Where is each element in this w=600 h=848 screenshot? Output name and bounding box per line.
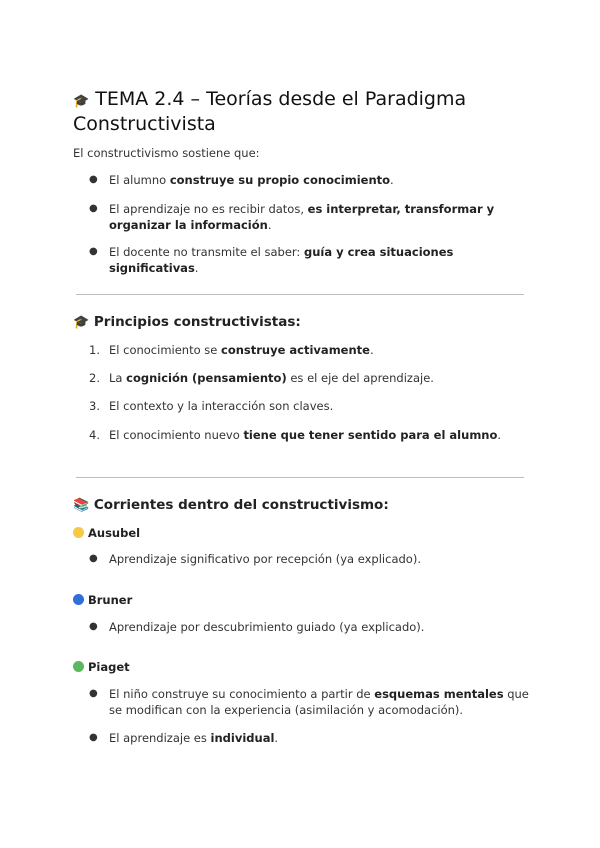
list-item-text: El alumno [109,173,170,187]
principles-heading-text: Principios constructivistas: [93,314,301,330]
books-icon: 📚 [73,498,90,513]
list-item-text: El niño construye su conocimiento a partir de [109,687,375,701]
list-item-text: El docente no transmite el saber: [109,245,304,259]
list-item-bold: individual [210,731,275,745]
list-item-text: El aprendizaje es [109,731,211,745]
list-number: 2. [89,371,100,385]
ausubel-heading [73,525,140,541]
currents-heading-text: Corrientes dentro del constructivismo: [93,497,389,513]
intro-paragraph: El constructivismo sostiene que: [73,146,260,160]
bullet-icon: ● [89,688,98,699]
list-item-bold: cognición (pensamiento) [126,371,287,385]
currents-heading [73,496,389,515]
list-item [89,172,529,188]
list-item-text: . [267,218,272,232]
list-item-text: . [369,343,374,357]
list-item-text: El conocimiento nuevo [109,428,244,442]
bullet-icon: ● [89,621,98,632]
page-title [73,88,543,136]
list-item-text: que se modifican con la experiencia (asimilación y acomodación). [109,687,529,717]
bruner-name: Bruner [88,593,133,607]
list-item [89,201,529,233]
list-item [89,427,529,443]
list-item-text: Aprendizaje por descubrimiento guiado (ya explicado). [109,620,425,634]
list-item [89,370,529,386]
list-item [89,730,529,746]
list-item [89,686,529,718]
page-title-text: TEMA 2.4 – Teorías desde el Paradigma Constructivista [73,88,467,135]
list-item [89,244,529,276]
list-item-text: El aprendizaje no es recibir datos, [109,202,308,216]
list-item-bold: tiene que tener sentido para el alumno [243,428,498,442]
graduation-cap-icon: 🎓 [73,315,90,330]
bullet-icon: ● [89,203,98,214]
list-item-bold: construye activamente [221,343,370,357]
green-circle-icon [73,661,84,672]
blue-circle-icon [73,594,84,605]
bullet-icon: ● [89,553,98,564]
yellow-circle-icon [73,527,84,538]
bruner-heading [73,592,132,608]
list-item-bold: guía y crea situaciones significativas [109,245,454,275]
list-item-text: El contexto y la interacción son claves. [109,399,334,413]
bullet-icon: ● [89,246,98,257]
list-item [89,342,529,358]
list-item-text: . [390,173,394,187]
list-item-text: La [109,371,127,385]
principles-heading [73,313,301,332]
divider [76,477,524,478]
piaget-heading [73,659,130,675]
list-number: 1. [89,343,100,357]
ausubel-name: Ausubel [88,526,141,540]
list-item-text: es el eje del aprendizaje. [286,371,434,385]
list-item [89,398,529,414]
piaget-name: Piaget [88,660,130,674]
list-item-bold: es interpretar, transformar y organizar la información [109,202,495,232]
bullet-icon: ● [89,174,98,185]
graduation-cap-icon: 🎓 [73,94,90,109]
list-number: 3. [89,399,100,413]
list-item-bold: construye su propio conocimiento [169,173,391,187]
list-item-text: . [274,731,279,745]
list-number: 4. [89,428,100,442]
list-item [89,551,529,567]
list-item-text: Aprendizaje significativo por recepción (ya explicado). [109,552,421,566]
bullet-icon: ● [89,732,98,743]
divider [76,294,524,295]
list-item-bold: esquemas mentales [374,687,504,701]
list-item-text: . [194,261,199,275]
list-item-text: El conocimiento se [109,343,222,357]
list-item-text: . [497,428,502,442]
list-item [89,619,529,635]
